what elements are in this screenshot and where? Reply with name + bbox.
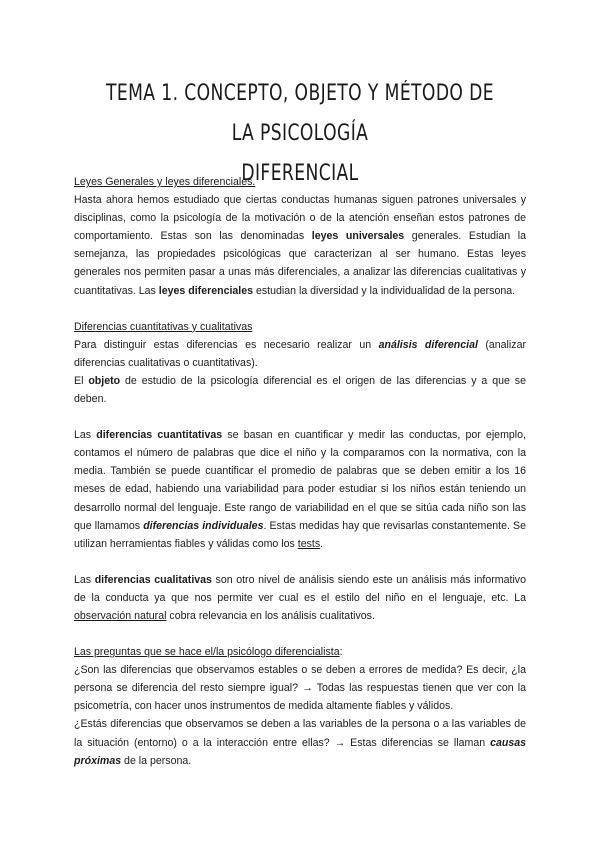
- section-heading-preguntas: Las preguntas que se hace el/la psicólogo diferencialista: [74, 646, 340, 659]
- paragraph-objeto: El objeto de estudio de la psicología diferencial es el origen de las diferencias y a que se deben.: [74, 374, 526, 406]
- paragraph-analisis: Para distinguir estas diferencias es necesario realizar un análisis diferencial (analizar diferencias cualitativas o cuantitativas).: [74, 338, 526, 369]
- title-line-1: TEMA 1. CONCEPTO, OBJETO Y MÉTODO DE LA PSICOLOGÍA: [105, 81, 495, 146]
- paragraph-preguntas-2: ¿Estás diferencias que observamos se deben a las variables de la persona o a las variables de la situación (entorno) o a la interacción entre ellas? → Estas diferencias se llaman causas próximas de la persona.: [74, 718, 526, 767]
- title-line-2: DIFERENCIAL: [241, 161, 359, 186]
- paragraph-cualitativas: Las diferencias cualitativas son otro nivel de análisis siendo este un análisis más informativo de la conducta ya que nos permite ver cual es el estilo del niño en el lenguaje, etc. La observación natural cobra relevancia en los análisis cualitativos.: [74, 573, 526, 622]
- paragraph-cuantitativas: Las diferencias cuantitativas se basan en cuantificar y medir las conductas, por ejemplo, contamos el número de palabras que dice el niño y la comparamos con la normativa, con la media. También se puede cuantificar el promedio de palabras que se deben emitir a los 16 meses de edad, habiendo una variabilidad para poder estudiar si los niños están teniendo un desarrollo normal del lenguaje. Este rango de variabilidad en el que se sitúa cada niño son las que llamamos diferencias individuales. Estas medidas hay que revisarlas constantemente. Se utilizan herramientas fiables y válidas como los tests.: [74, 429, 527, 550]
- section-heading-diferencias: Diferencias cuantitativas y cualitativas: [74, 320, 253, 333]
- tests-link: tests: [297, 537, 321, 550]
- document-body: Leyes Generales y leyes diferenciales. Hasta ahora hemos estudiado que ciertas conductas humanas siguen patrones universales y disciplinas, como la psicología de la motivación o de la atención enseñan estos patrones de comportamiento. Estas son las denominadas leyes universales generales. Estudian la semejanza, las propiedades psicológicas que caracterizan al ser humano. Estas leyes generales nos permiten pasar a unas más diferenciales, a analizar las diferencias cualitativas y cuantitativas. Las leyes diferenciales estudian la diversidad y la individualidad de la persona. Diferencias cuantitativas y cualitativas Para distinguir estas diferencias es necesario realizar un análisis diferencial (analizar diferencias cualitativas o cuantitativas). El objeto de estudio de la psicología diferencial es el origen de las diferencias y a que se deben. Las diferencias cuantitativas se basan en cuantificar y medir las conductas, por ejemplo, contamos el número de palabras que dice el niño y la comparamos con la normativa, con la media. También se puede cuantificar el promedio de palabras que se deben emitir a los 16 meses de edad, habiendo una variabilidad para poder estudiar si los niños están teniendo un desarrollo normal del lenguaje. Este rango de variabilidad en el que se sitúa cada niño son las que llamamos diferencias individuales. Estas medidas hay que revisarlas constantemente. Se utilizan herramientas fiables y válidas como los tests. Las diferencias cualitativas son otro nivel de análisis siendo este un análisis más informativo de la conducta ya que nos permite ver cual es el estilo del niño en el lenguaje, etc. La observación natural cobra relevancia en los análisis cualitativos. Las preguntas que se hace el/la psicólogo diferencialista: ¿Son las diferencias que observamos estables o se deben a errores de medida? Es decir, ¿la persona se diferencia del resto siempre igual? → Todas las respuestas tienen que ver con la psicometría, con hacer unos instrumentos de medida altamente fiables y válidos. ¿Estás diferencias que observamos se deben a las variables de la persona o a las variables de la situación (entorno) o a la interacción entre ellas? → Estas diferencias se llaman causas próximas de la persona.: [74, 173, 526, 770]
- observacion-natural: observación natural: [74, 609, 167, 622]
- paragraph-leyes: Hasta ahora hemos estudiado que ciertas conductas humanas siguen patrones universales y disciplinas, como la psicología de la motivación o de la atención enseñan estos patrones de comportamiento. Estas son las denominadas leyes universales generales. Estudian la semejanza, las propiedades psicológicas que caracterizan al ser humano. Estas leyes generales nos permiten pasar a unas más diferenciales, a analizar las diferencias cualitativas y cuantitativas. Las leyes diferenciales estudian la diversidad y la individualidad de la persona.: [74, 194, 526, 297]
- section-heading-leyes: Leyes Generales y leyes diferenciales.: [74, 176, 256, 188]
- paragraph-preguntas-1: ¿Son las diferencias que observamos estables o se deben a errores de medida? Es decir, ¿la persona se diferencia del resto siempre igual? → Todas las respuestas tienen que ver con la psicometría, con hacer unos instrumentos de medida altamente fiables y válidos.: [74, 664, 526, 713]
